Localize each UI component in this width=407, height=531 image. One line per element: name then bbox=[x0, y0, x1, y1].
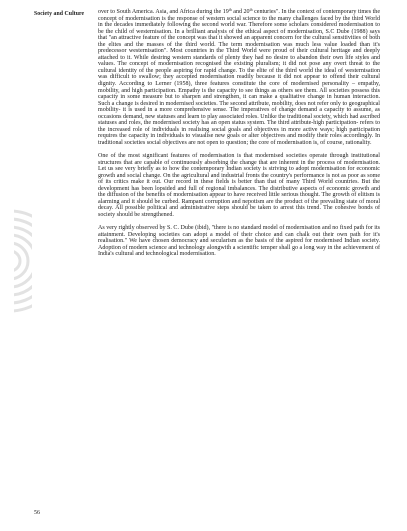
running-header: Society and Culture bbox=[34, 11, 85, 17]
main-text-column bbox=[98, 9, 380, 258]
paragraph-1-rest: centuries". In the context of contemporary times the concept of modernisation is the response of western social science to the many challenges faced by the third World in the decades immediately following the second world war. Therefore some scholars considered modernisation to be the child of westernisation. In a brilliant analysis of the ethical aspect of modernisation, S.C Dube (1988) says that "an attractive feature of the concept was that it showed an apparent concern for the cultural sensitivities of both the elites and the masses of the third world. The term modernisation was much less value loaded than it's predecessor westernisation". Most countries in the Third World were proud of their cultural heritage and deeply attached to it. While desiring western standards of plenty they had no desire to abandon their own life styles and values. The concept of modernisation recognised the existing pluralism; it did not pose any overt threat to the cultural identity of the people aspiring for rapid change. To the elite of the third world the ideal of westernisation was difficult to swallow; they accepted modernisation readily because it did not appear to offend their cultural dignity. According to Lerner (1958), three features constitute the core of modernised personality – empathy, mobility, and high participation. Empathy is the capacity to see things as others see them. All societies possess this capacity in some measure but to sharpen and strengthen, it can make a qualitative change in human interaction. Such a change is desired in modernised societies. The second attribute, mobility, does not refer only to geographical mobility- it is used in a more comprehensive sense. The imperatives of change demand a capacity to assume, as occasions demand, new statuses and learn to play associated roles. Unlike the traditional society, which had ascribed statuses and roles, the modernised society has an open status system. The third attribute-high participation- refers to the increased role of individuals in realising social goals and objectives in more active ways; high participation requires the capacity in individuals to visualise new goals or alter objectives and modify their roles accordingly. In traditional societies social objectives are not open to question; the core of modernisation is, of course, rationality. bbox=[98, 9, 380, 146]
paragraph-1-and-20: and 20 bbox=[231, 9, 250, 15]
paragraph-1-start: over to South America. Asia, and Africa during the 19 bbox=[98, 9, 229, 15]
concentric-arc-watermark-icon bbox=[14, 196, 32, 326]
paragraph-3: As very rightly observed by S. C. Dube (ibid), "there is no standard model of modernisation and no fixed path for its attainment. Developing societies can adopt a model of their choice and can chalk out their own path for it's realisation." We have chosen democracy and secularism as the basis of the aspired for modernised Indian society. Adoption of modern science and technology alongwith a scientific temper shall go a long way in the achievement of India's cultural and technological modernisation. bbox=[98, 225, 380, 258]
paragraph-2: One of the most significant features of modernisation is that modernised societies operate through institutional structures that are capable of continuously absorbing the change that are inherent in the process of modernisation. Let us see very briefly as to how the contemporary Indian society is striving to adopt modernisation for economic growth and social change. On the agricultural and industrial fronts the country's performance is not as poor as some of its critics make it out. Our record in these fields is better than that of many Third World countries. But the development has been lopsided and full of regional imbalances. The distributive aspects of economic growth and the diffusion of the benefits of modernisation appear to have received little serious thought. The growth of elitism is alarming and it should be curbed. Rampant corruption and nepotism are the product of the prevailing state of moral decay. All possible political and administrative steps should be taken to arrest this trend. The cohesive bonds of society should be strengthened. bbox=[98, 153, 380, 218]
superscript-th-1: th bbox=[228, 8, 232, 12]
page-number: 56 bbox=[34, 510, 40, 516]
superscript-th-2: th bbox=[249, 8, 253, 12]
watermark-arcs bbox=[14, 196, 32, 326]
paragraph-1 bbox=[98, 9, 380, 146]
